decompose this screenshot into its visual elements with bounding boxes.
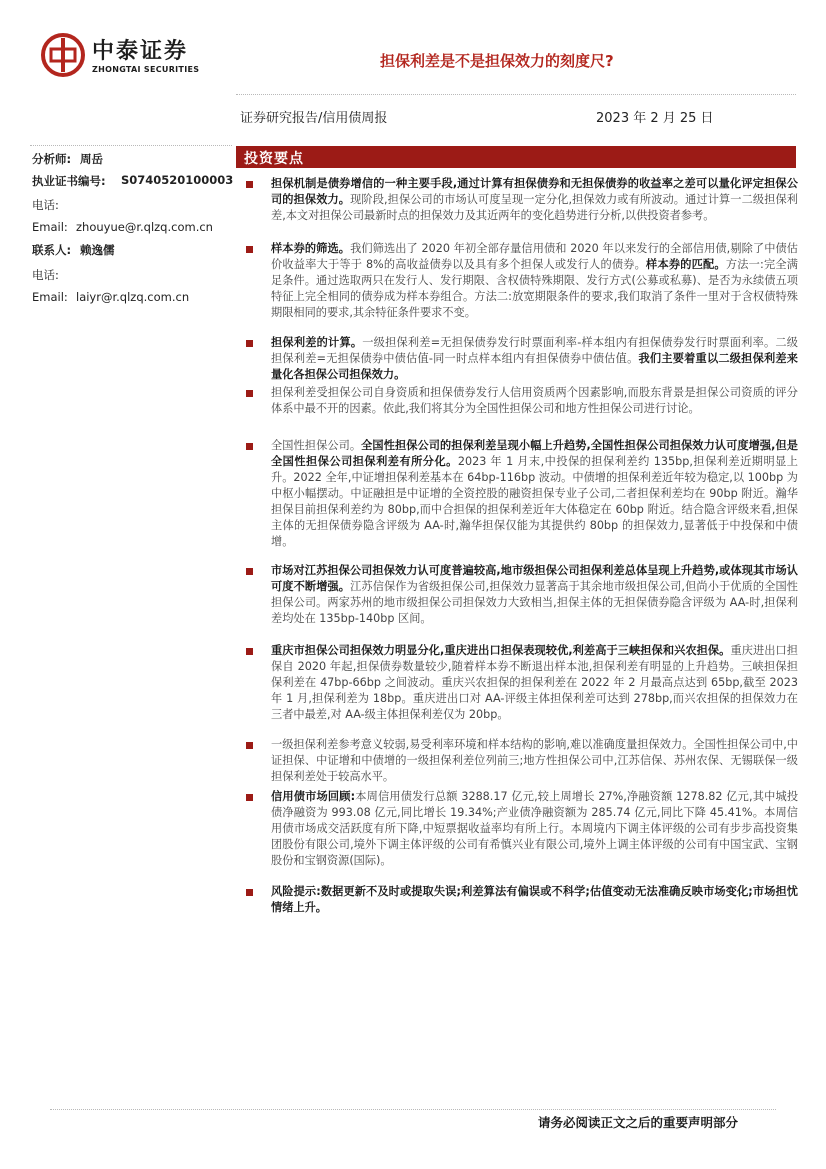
bullet-square (246, 742, 253, 749)
paragraph-7: 重庆市担保公司担保效力明显分化,重庆进出口担保表现较优,利差高于三峡担保和兴农担保。重庆进出口担保自 2020 年起,担保债券数量较少,随着样本券不断退出样本池,担保利差有明显的上升趋势。三峡担保担保利差在 47bp-66bp 之间波动。重庆兴农担保的担保利差在 2022 年 2 月最高点达到 65bp,截至 2023 年 1 月,担保利差为 18bp。重庆进出口对 AA-评级主体担保利差可达到 278bp,而兴农担保的担保效力在三者中最差,对 AA-级主体担保利差仅为 20bp。 (271, 644, 798, 721)
analyst-label: 分析师: (32, 152, 72, 166)
phone-label: 电话: (32, 198, 59, 212)
analyst-name: 周岳 (80, 152, 103, 166)
report-title: 担保利差是不是担保效力的刻度尺? (380, 52, 614, 70)
paragraph-6: 市场对江苏担保公司担保效力认可度普遍较高,地市级担保公司担保利差总体呈现上升趋势,或体现其市场认可度不断增强。江苏信保作为省级担保公司,担保效力显著高于其余地市级担保公司,但尚小于优质的全国性担保公司。两家苏州的地市级担保公司担保效力大致相当,担保主体的无担保债券隐含评级为 AA-时,担保利差均处在 135bp-140bp 区间。 (271, 564, 798, 625)
contact-label: 联系人: (32, 243, 72, 257)
license-number: S0740520100003 (121, 173, 234, 187)
paragraph-3: 担保利差的计算。一级担保利差=无担保债券发行时票面利率-样本组内有担保债券发行时票面利率。二级担保利差=无担保债券中债估值-同一时点样本组内有担保债券中债估值。我们主要着重以二级担保利差来量化各担保公司担保效力。 (271, 336, 798, 381)
footer-disclaimer: 请务必阅读正文之后的重要声明部分 (538, 1115, 739, 1130)
analyst-email[interactable]: zhouyue@r.qlzq.com.cn (76, 220, 213, 234)
paragraph-9: 信用债市场回顾:本周信用债发行总额 3288.17 亿元,较上周增长 27%,净融资额 1278.82 亿元,其中城投债净融资为 993.08 亿元,同比增长 19.34%;产业债净融资额为 285.74 亿元,同比下降 45.41%。本周信用债市场成交活跃度有所下降,中短票据收益率均有所上行。本周境内下调主体评级的公司有步步高投资集团股份有限公司,境外下调主体评级的公司有希慎兴业有限公司,境外上调主体评级的公司有中国宝武、宝钢股份和宝钢资源(国际)。 (271, 790, 799, 867)
logo-english-name: ZHONGTAI SECURITIES (92, 65, 200, 74)
section-title: 投资要点 (244, 151, 304, 167)
footer-divider (50, 1109, 776, 1110)
logo-chinese-name: 中泰证券 (92, 39, 189, 64)
bullet-square (246, 340, 253, 347)
zhongtai-logo-icon (40, 32, 86, 78)
bullet-square (246, 648, 253, 655)
paragraph-8: 一级担保利差参考意义较弱,易受利率环境和样本结构的影响,难以准确度量担保效力。全国性担保公司中,中证担保、中证增和中债增的一级担保利差位列前三;地方性担保公司中,江苏信保、苏州农保、无锡联保一级担保利差处于较高水平。 (271, 738, 798, 783)
bullet-square (246, 246, 253, 253)
sidebar-divider-top (30, 145, 232, 146)
section-header-bar (236, 146, 796, 168)
bullet-square (246, 889, 253, 896)
bullet-square (246, 443, 253, 450)
email-label: Email: (32, 220, 68, 234)
report-type: 证券研究报告/信用债周报 (240, 111, 388, 126)
bullet-square (246, 390, 253, 397)
report-date: 2023 年 2 月 25 日 (596, 111, 714, 126)
license-label: 执业证书编号: (32, 174, 106, 188)
header-divider (236, 94, 796, 95)
paragraph-2: 样本券的筛选。我们筛选出了 2020 年初全部存量信用债和 2020 年以来发行的全部信用债,剔除了中债估价收益率大于等于 8%的高收益债券以及具有多个担保人或发行人的债券。样本券的匹配。方法一:完全满足条件。通过选取两只在发行人、发行期限、含权债特殊期限、发行方式(公募或私募)、是否为永续债五项特征上完全相同的债券成为样本券组合。方法二:放宽期限条件的要求,我们取消了条件一里对于含权债特殊期限相同的要求,其余特征条件要求不变。 (271, 242, 798, 319)
contact-name: 赖逸儒 (80, 243, 115, 257)
bullet-square (246, 568, 253, 575)
email2-label: Email: (32, 290, 68, 304)
paragraph-1: 担保机制是债券增信的一种主要手段,通过计算有担保债券和无担保债券的收益率之差可以量化评定担保公司的担保效力。现阶段,担保公司的市场认可度呈现一定分化,担保效力或有所波动。通过计算一二级担保利差,本文对担保公司最新时点的担保效力及其近两年的变化趋势进行分析,以供投资者参考。 (271, 177, 798, 222)
bullet-square (246, 794, 253, 801)
paragraph-4: 担保利差受担保公司自身资质和担保债券发行人信用资质两个因素影响,而股东背景是担保公司资质的评分体系中最不开的因素。依此,我们将其分为全国性担保公司和地方性担保公司进行讨论。 (271, 386, 798, 415)
contact-email[interactable]: laiyr@r.qlzq.com.cn (76, 290, 190, 304)
company-logo (40, 32, 210, 82)
bullet-square (246, 181, 253, 188)
paragraph-5: 全国性担保公司。全国性担保公司的担保利差呈现小幅上升趋势,全国性担保公司担保效力认可度增强,但是全国性担保公司担保利差有所分化。2023 年 1 月末,中投保的担保利差约 135bp,担保利差近期明显上升。2022 全年,中证增担保利差基本在 64bp-116bp 波动。中债增的担保利差近年较为稳定,以 100bp 为中枢小幅摆动。中证融担是中证增的全资控股的融资担保专业子公司,二者担保利差均在 90bp 附近。瀚华担保目前担保利差约为 80bp,而中合担保的担保利差近年大体稳定在 60bp 附近。结合隐含评级来看,担保主体的无担保债券隐含评级为 AA-时,瀚华担保仅能为其提供约 80bp 的担保效力,显著低于中投保和中债增。 (271, 439, 798, 548)
phone2-label: 电话: (32, 268, 59, 282)
paragraph-10-risk: 风险提示:数据更新不及时或提取失误;利差算法有偏误或不科学;估值变动无法准确反映市场变化;市场担忧情绪上升。 (271, 885, 798, 914)
